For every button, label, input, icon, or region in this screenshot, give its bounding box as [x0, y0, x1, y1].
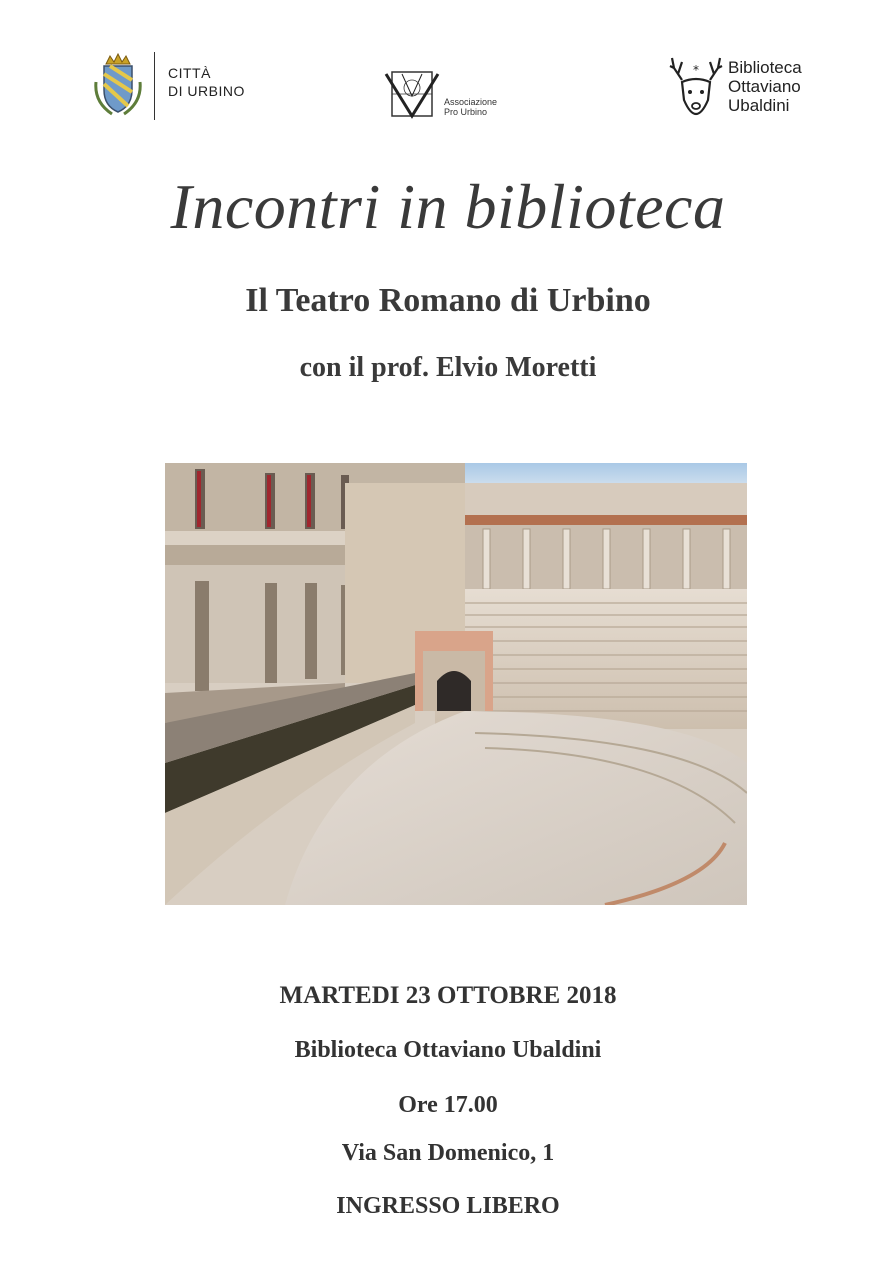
bib-line2: Ottaviano — [728, 77, 801, 96]
logo-divider — [154, 52, 155, 120]
citta-logo-text — [168, 64, 245, 100]
biblioteca-logo-text — [728, 58, 802, 115]
event-subtitle: Il Teatro Romano di Urbino — [245, 282, 651, 319]
event-speaker: con il prof. Elvio Moretti — [299, 352, 597, 383]
event-address: Via San Domenico, 1 — [341, 1140, 555, 1166]
event-venue: Biblioteca Ottaviano Ubaldini — [294, 1037, 602, 1063]
logo-row — [0, 0, 896, 130]
event-date: MARTEDI 23 OTTOBRE 2018 — [279, 982, 617, 1009]
deer-icon — [668, 54, 724, 118]
pro-line1: Associazione — [444, 97, 498, 107]
citta-line1: CITTÀ — [168, 65, 211, 81]
event-entry: INGRESSO LIBERO — [336, 1193, 560, 1219]
logo-biblioteca — [668, 54, 848, 124]
event-time: Ore 17.00 — [398, 1092, 498, 1118]
bib-line1: Biblioteca — [728, 58, 802, 77]
pro-urbino-mark-icon — [384, 70, 440, 120]
bib-line3: Ubaldini — [728, 96, 790, 115]
citta-line2: DI URBINO — [168, 83, 245, 99]
svg-text:*: * — [693, 63, 699, 77]
crest-icon — [92, 52, 144, 118]
logo-pro-urbino — [384, 70, 524, 122]
pro-urbino-text — [444, 97, 497, 117]
roman-theatre-image — [165, 463, 747, 905]
logo-citta-di-urbino — [92, 52, 272, 122]
event-title: Incontri in biblioteca — [170, 171, 726, 242]
pro-line2: Pro Urbino — [444, 107, 488, 117]
